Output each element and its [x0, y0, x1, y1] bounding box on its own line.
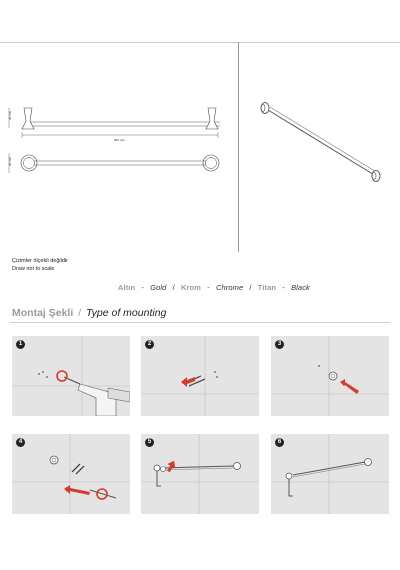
finish-dash-2: - — [207, 283, 210, 292]
finish-slash-2: / — [249, 283, 252, 292]
finish-black: Black — [291, 283, 310, 292]
step-panel-4 — [12, 434, 130, 514]
finish-slash-1: / — [172, 283, 175, 292]
step-panel-1 — [12, 336, 130, 416]
step-panel-5 — [141, 434, 259, 514]
top-border — [0, 42, 400, 43]
finish-dash-1: - — [141, 283, 144, 292]
finishes-line — [118, 283, 310, 292]
technical-drawing — [0, 95, 238, 185]
step-number-4: 4 — [16, 438, 25, 447]
mounting-title-tr: Montaj Şekli — [12, 307, 74, 319]
perspective-drawing — [248, 90, 398, 200]
step-panel-6 — [271, 434, 389, 514]
finish-dash-3: - — [282, 283, 285, 292]
dim-height-label: 35 mm — [8, 110, 12, 120]
dim-length-label: 960 mm — [114, 138, 125, 142]
mounting-title-en: Type of mounting — [86, 307, 167, 319]
step-number-1: 1 — [16, 340, 25, 349]
step-number-6: 6 — [275, 438, 284, 447]
finish-krom: Krom — [180, 283, 201, 292]
step-number-2: 2 — [145, 340, 154, 349]
drawing-divider — [238, 42, 239, 252]
step-number-5: 5 — [145, 438, 154, 447]
finish-titan: Titan — [257, 283, 277, 292]
finish-gold: Gold — [150, 283, 167, 292]
mounting-slash: / — [78, 307, 82, 319]
finish-chrome: Chrome — [215, 283, 244, 292]
step-panel-3 — [271, 336, 389, 416]
scale-note — [12, 257, 68, 273]
dim-depth-label: 40 mm — [8, 156, 12, 166]
step-number-3: 3 — [275, 340, 284, 349]
scale-note-tr: Çizimler ölçekli değildir — [12, 258, 68, 264]
finish-altin: Altın — [118, 283, 136, 292]
heading-divider — [10, 322, 390, 323]
mounting-heading — [12, 307, 166, 319]
step-panel-2 — [141, 336, 259, 416]
scale-note-en: Draw not to scale — [12, 266, 55, 272]
